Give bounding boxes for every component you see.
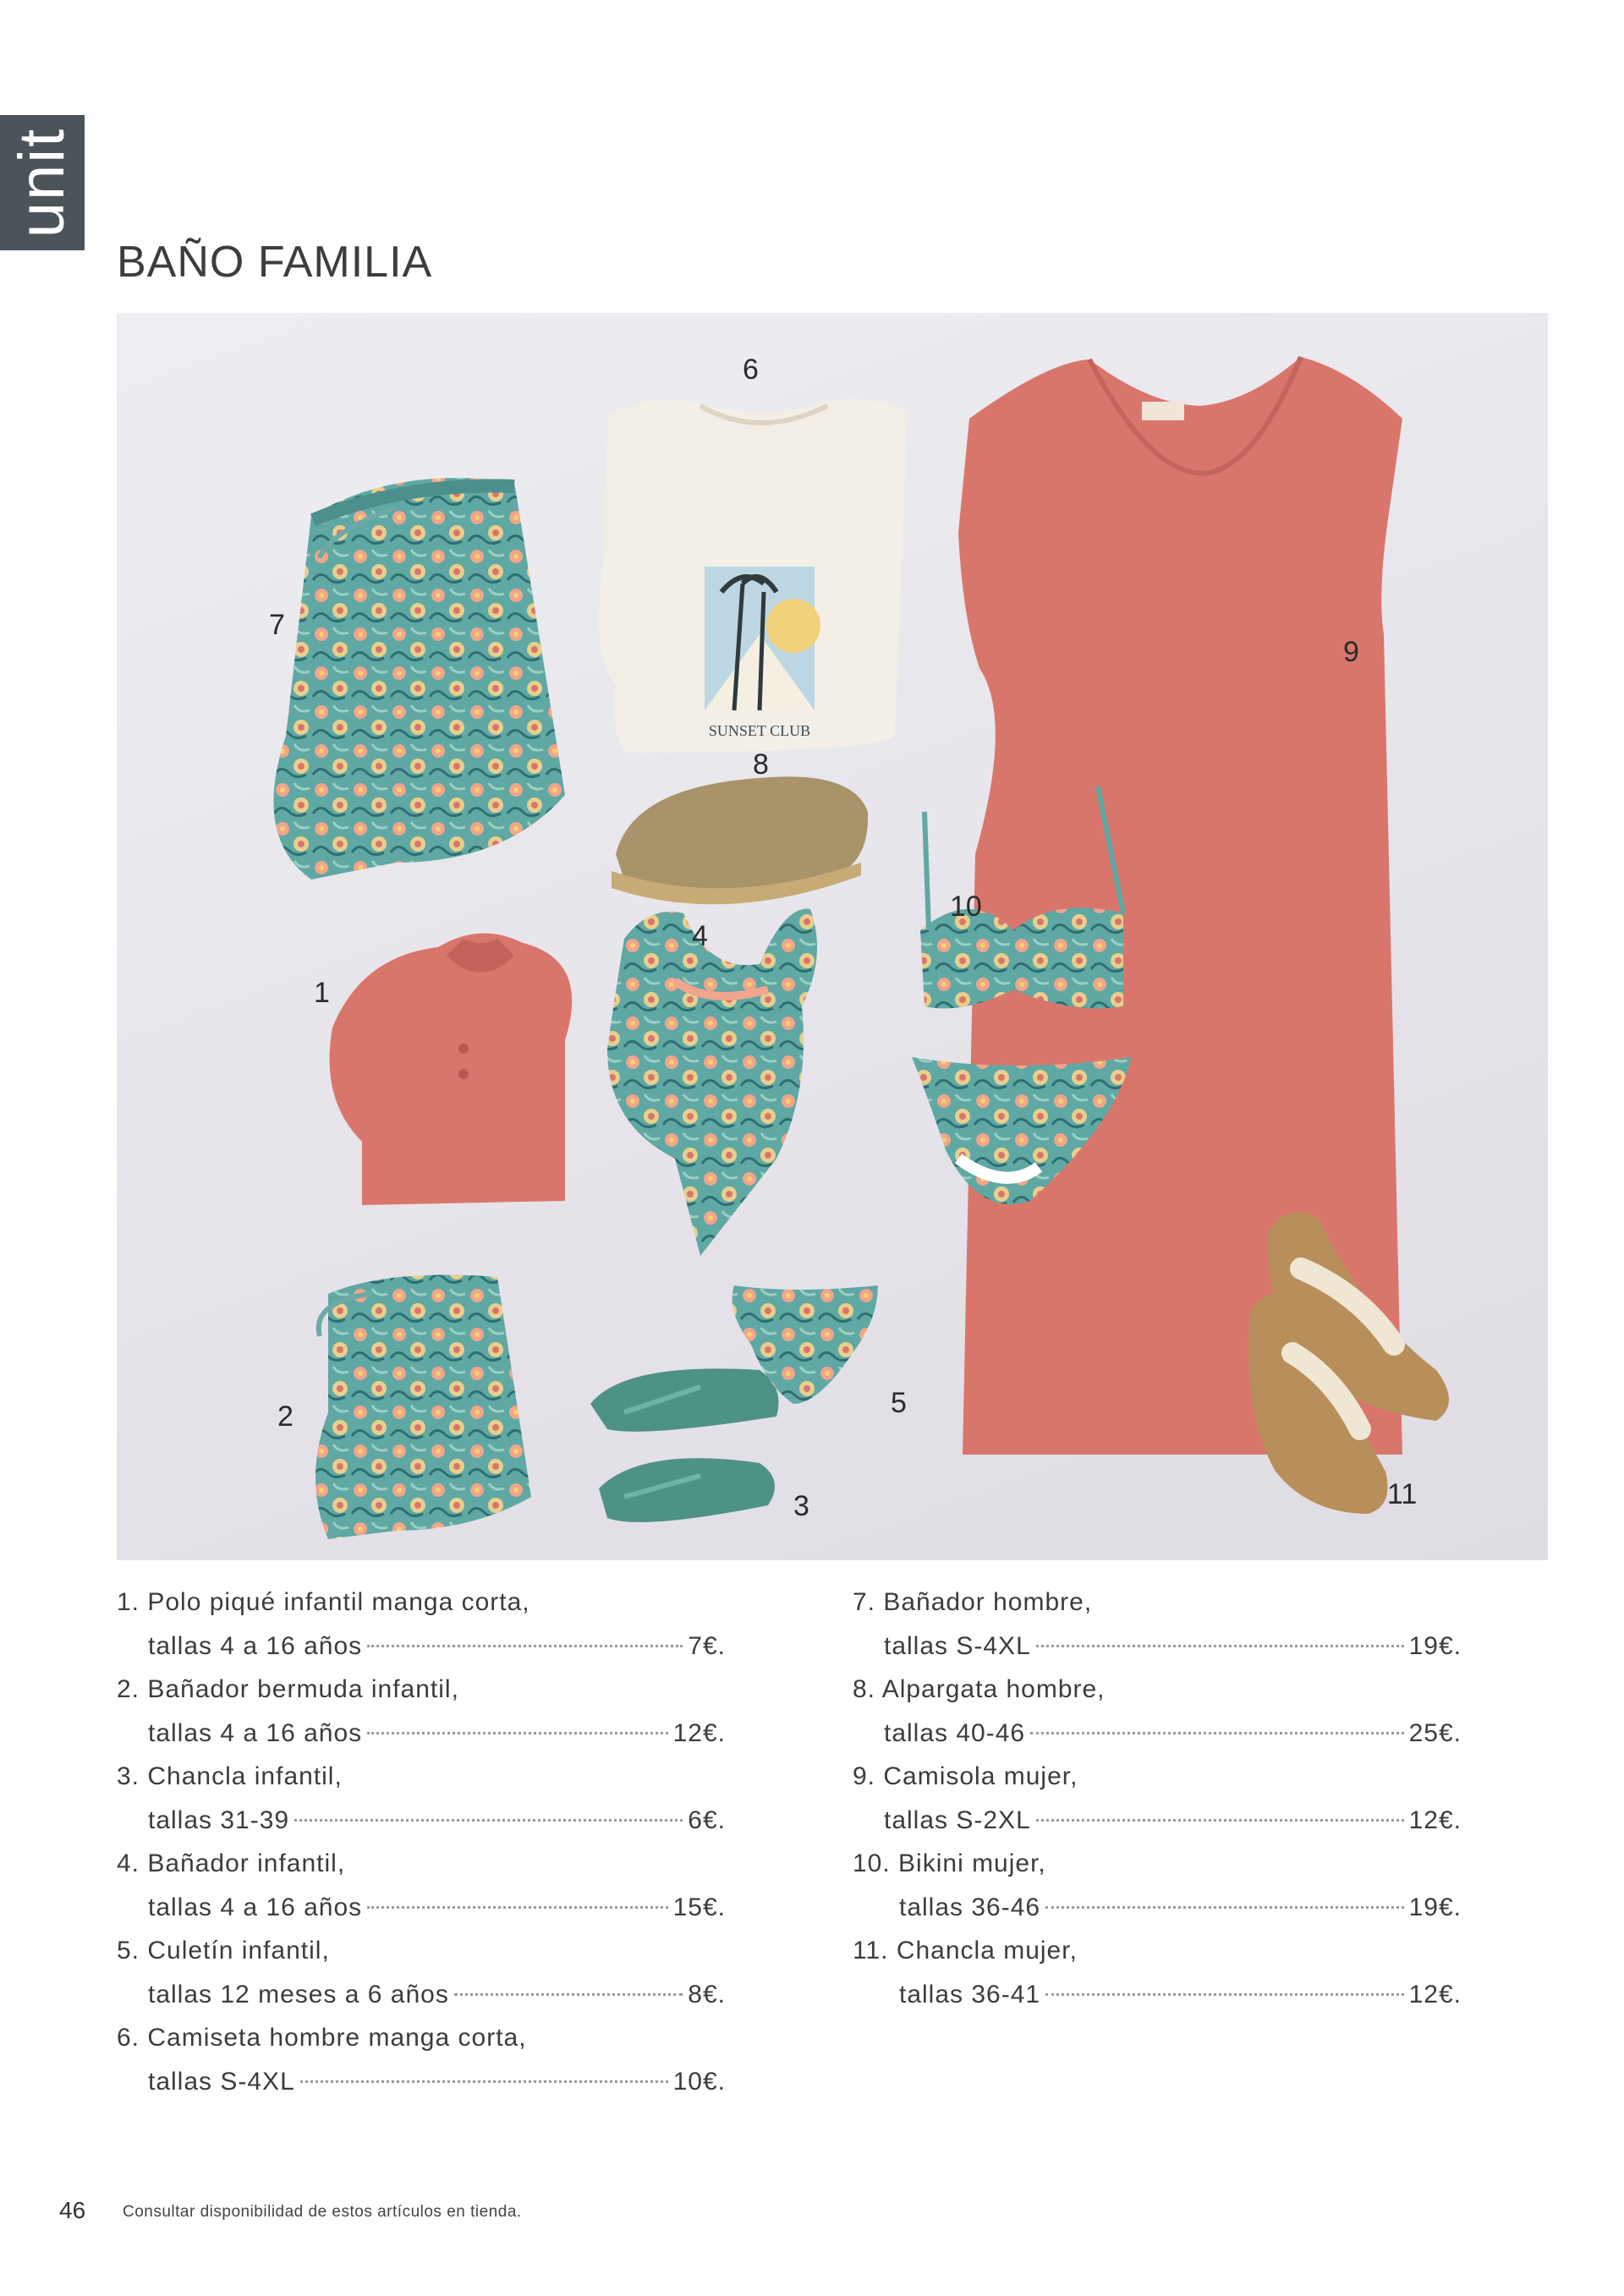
product-price: 7€.	[688, 1632, 726, 1660]
photo-label-11: 11	[1387, 1478, 1418, 1510]
dot-leader	[294, 1819, 683, 1822]
product-price: 12€.	[1408, 1981, 1462, 2008]
product-size-row	[117, 1632, 726, 1676]
product-name: 2. Bañador bermuda infantil,	[117, 1675, 459, 1703]
product-name: 5. Culetín infantil,	[117, 1937, 330, 1964]
product-sizes: tallas 36-46	[899, 1893, 1041, 1921]
product-item	[853, 1762, 1462, 1849]
espadrille-item	[612, 776, 868, 904]
product-price: 12€.	[672, 1719, 726, 1747]
product-price: 19€.	[1408, 1632, 1462, 1660]
photo-label-5: 5	[891, 1387, 907, 1419]
dot-leader	[1036, 1645, 1404, 1647]
product-size-row	[853, 1893, 1462, 1937]
page-title: BAÑO FAMILIA	[117, 238, 433, 287]
product-name: 8. Alpargata hombre,	[853, 1675, 1106, 1703]
product-price: 15€.	[672, 1893, 726, 1921]
photo-label-8: 8	[753, 748, 769, 781]
product-price: 25€.	[1408, 1719, 1462, 1747]
photo-label-9: 9	[1343, 636, 1359, 668]
product-list-left	[117, 1588, 726, 2111]
product-size-row	[117, 1981, 726, 2025]
product-item	[853, 1588, 1462, 1675]
photo-label-4: 4	[692, 920, 708, 952]
product-size-row	[853, 1719, 1462, 1763]
product-sizes: tallas 12 meses a 6 años	[148, 1981, 449, 2008]
photo-label-10: 10	[950, 890, 982, 923]
dot-leader	[1045, 1993, 1404, 1996]
product-item	[117, 1762, 726, 1849]
product-item	[117, 2024, 726, 2111]
product-size-row	[117, 1893, 726, 1937]
dot-leader	[1045, 1906, 1404, 1909]
product-size-row	[117, 2068, 726, 2112]
polo-item	[330, 934, 573, 1205]
product-size-row	[853, 1632, 1462, 1676]
product-illustration	[117, 313, 1548, 1560]
product-price: 6€.	[688, 1806, 726, 1834]
product-price: 12€.	[1408, 1806, 1462, 1834]
product-price: 10€.	[672, 2068, 726, 2096]
photo-label-7: 7	[269, 609, 285, 641]
dot-leader	[300, 2080, 668, 2083]
product-item	[117, 1588, 726, 1675]
product-list-right	[853, 1588, 1462, 2024]
product-name: 7. Bañador hombre,	[853, 1588, 1093, 1616]
product-sizes: tallas 4 a 16 años	[148, 1719, 363, 1747]
product-sizes: tallas 31-39	[148, 1806, 290, 1834]
product-size-row	[853, 1981, 1462, 2025]
tshirt-print: SUNSET CLUB	[708, 722, 811, 739]
photo-label-3: 3	[793, 1490, 809, 1522]
product-sizes: tallas 40-46	[884, 1719, 1026, 1747]
photo-label-6: 6	[743, 353, 759, 386]
product-item	[853, 1937, 1462, 2024]
dot-leader	[1030, 1732, 1404, 1734]
product-sizes: tallas S-4XL	[884, 1632, 1031, 1660]
brand-logo: unit	[6, 127, 78, 238]
dot-leader	[367, 1645, 683, 1647]
product-sizes: tallas 4 a 16 años	[148, 1893, 363, 1921]
product-price: 8€.	[688, 1981, 726, 2008]
tshirt-item	[599, 399, 908, 753]
product-sizes: tallas S-4XL	[148, 2068, 295, 2096]
product-item	[853, 1675, 1462, 1762]
product-name: 10. Bikini mujer,	[853, 1849, 1046, 1877]
product-sizes: tallas S-2XL	[884, 1806, 1031, 1834]
product-size-row	[117, 1719, 726, 1763]
product-name: 9. Camisola mujer,	[853, 1762, 1078, 1790]
product-name: 6. Camiseta hombre manga corta,	[117, 2024, 527, 2052]
photo-label-1: 1	[314, 977, 330, 1009]
product-item	[853, 1849, 1462, 1937]
product-name: 1. Polo piqué infantil manga corta,	[117, 1588, 530, 1616]
product-item	[117, 1849, 726, 1937]
product-name: 3. Chancla infantil,	[117, 1762, 343, 1790]
product-sizes: tallas 4 a 16 años	[148, 1632, 363, 1660]
kids-flipflops-item	[590, 1368, 779, 1522]
product-sizes: tallas 36-41	[899, 1981, 1041, 2008]
product-price: 19€.	[1408, 1893, 1462, 1921]
product-size-row	[853, 1806, 1462, 1850]
dot-leader	[367, 1732, 667, 1734]
product-size-row	[117, 1806, 726, 1850]
dot-leader	[454, 1993, 683, 1996]
availability-footnote: Consultar disponibilidad de estos artículos en tienda.	[123, 2203, 522, 2221]
dot-leader	[367, 1906, 667, 1909]
men-trunks-item	[273, 478, 565, 879]
product-item	[117, 1675, 726, 1762]
product-photo	[117, 313, 1548, 1560]
product-name: 11. Chancla mujer,	[853, 1937, 1078, 1964]
brand-tab	[0, 115, 85, 250]
page-number: 46	[59, 2197, 86, 2223]
product-item	[117, 1937, 726, 2024]
kids-swimsuit-item	[607, 909, 817, 1256]
kids-trunks-item	[315, 1275, 531, 1540]
photo-label-2: 2	[277, 1400, 294, 1433]
dot-leader	[1036, 1819, 1404, 1822]
product-name: 4. Bañador infantil,	[117, 1849, 346, 1877]
